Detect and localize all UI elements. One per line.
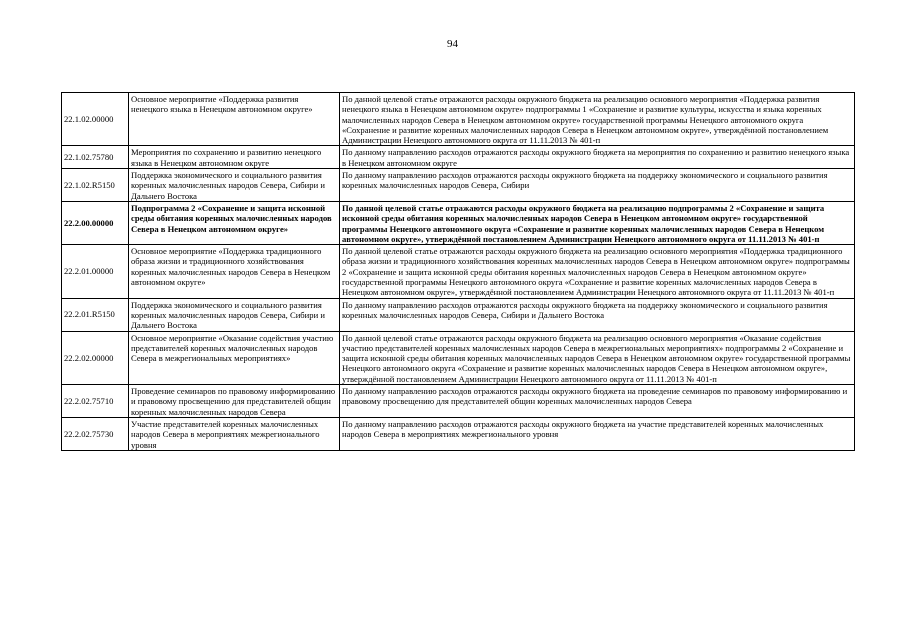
article-name: Участие представителей коренных малочисленных народов Севера в мероприятиях межрегионального уровня bbox=[129, 417, 340, 450]
article-description: По данной целевой статье отражаются расходы окружного бюджета на реализацию подпрограммы 2 «Сохранение и защита исконной среды обитания коренных малочисленных народов Севера в Ненецком автономном округе» государственной программы Ненецкого автономного округа «Сохранение и развитие коренных малочисленных народов Севера в Ненецком автономном округе», утверждённой постановлением Администрации Ненецкого автономного округа от 11.11.2013 № 401-п bbox=[340, 201, 855, 244]
table-row bbox=[62, 331, 855, 384]
table-row bbox=[62, 146, 855, 169]
target-article-code: 22.2.01.R5150 bbox=[62, 298, 129, 331]
article-description: По данной целевой статье отражаются расходы окружного бюджета на реализацию основного мероприятия «Поддержка развития ненецкого языка в Ненецком автономном округе» подпрограммы 1 «Сохранение и развитие культуры, искусства и языка коренных малочисленных народов Севера в Ненецком автономном округе» государственной программы Ненецкого автономного округа «Сохранение и развитие коренных малочисленных народов Севера в Ненецком автономном округе», утверждённой постановлением Администрации Ненецкого автономного округа от 11.11.2013 № 401-п bbox=[340, 93, 855, 146]
article-name: Основное мероприятие «Поддержка традиционного образа жизни и традиционного хозяйствования коренных малочисленных народов Севера в Ненецком автономном округе» bbox=[129, 245, 340, 298]
article-description: По данному направлению расходов отражаются расходы окружного бюджета на мероприятия по сохранению и развитию ненецкого языка в Ненецком автономном округе bbox=[340, 146, 855, 169]
table-row bbox=[62, 245, 855, 298]
article-description: По данному направлению расходов отражаются расходы окружного бюджета на поддержку экономического и социального развития коренных малочисленных народов Севера, Сибири и Дальнего Востока bbox=[340, 298, 855, 331]
article-description: По данному направлению расходов отражаются расходы окружного бюджета на участие представителей коренных малочисленных народов Севера в мероприятиях межрегионального уровня bbox=[340, 417, 855, 450]
article-name: Поддержка экономического и социального развития коренных малочисленных народов Севера, Сибири и Дальнего Востока bbox=[129, 169, 340, 202]
page-number: 94 bbox=[447, 38, 458, 50]
table-row bbox=[62, 417, 855, 450]
article-name: Мероприятия по сохранению и развитию ненецкого языка в Ненецком автономном округе bbox=[129, 146, 340, 169]
target-article-code: 22.1.02.00000 bbox=[62, 93, 129, 146]
article-name: Проведение семинаров по правовому информированию и правовому просвещению для представителей общин коренных малочисленных народов Севера bbox=[129, 385, 340, 418]
table-body bbox=[62, 93, 855, 451]
article-name: Поддержка экономического и социального развития коренных малочисленных народов Севера, Сибири и Дальнего Востока bbox=[129, 298, 340, 331]
article-name: Подпрограмма 2 «Сохранение и защита исконной среды обитания коренных малочисленных народов Севера в Ненецком автономном округе» bbox=[129, 201, 340, 244]
article-description: По данной целевой статье отражаются расходы окружного бюджета на реализацию основного мероприятия «Поддержка традиционного образа жизни и традиционного хозяйствования коренных малочисленных народов Севера в Ненецком автономном округе» подпрограммы 2 «Сохранение и защита исконной среды обитания коренных малочисленных народов Севера в Ненецком автономном округе» государственной программы Ненецкого автономного округа «Сохранение и развитие коренных малочисленных народов Севера в Ненецком автономном округе», утверждённой постановлением Администрации Ненецкого автономного округа от 11.11.2013 № 401-п bbox=[340, 245, 855, 298]
target-article-code: 22.2.02.00000 bbox=[62, 331, 129, 384]
table-row bbox=[62, 385, 855, 418]
budget-classification-table bbox=[61, 92, 855, 451]
article-description: По данному направлению расходов отражаются расходы окружного бюджета на поддержку экономического и социального развития коренных малочисленных народов Севера, Сибири bbox=[340, 169, 855, 202]
article-description: По данному направлению расходов отражаются расходы окружного бюджета на проведение семинаров по правовому информированию и правовому просвещению для представителей общин коренных малочисленных народов Севера bbox=[340, 385, 855, 418]
table-row bbox=[62, 298, 855, 331]
target-article-code: 22.1.02.R5150 bbox=[62, 169, 129, 202]
target-article-code: 22.1.02.75780 bbox=[62, 146, 129, 169]
target-article-code: 22.2.02.75730 bbox=[62, 417, 129, 450]
target-article-code: 22.2.02.75710 bbox=[62, 385, 129, 418]
table-row bbox=[62, 169, 855, 202]
article-description: По данной целевой статье отражаются расходы окружного бюджета на реализацию основного мероприятия «Оказание содействия участию представителей коренных малочисленных народов Севера в межрегиональных мероприятиях» подпрограммы 2 «Сохранение и защита исконной среды обитания коренных малочисленных народов Севера в Ненецком автономном округе» государственной программы Ненецкого автономного округа «Сохранение и развитие коренных малочисленных народов Севера в Ненецком автономном округе», утверждённой постановлением Администрации Ненецкого автономного округа от 11.11.2013 № 401-п bbox=[340, 331, 855, 384]
table-row bbox=[62, 93, 855, 146]
target-article-code: 22.2.00.00000 bbox=[62, 201, 129, 244]
table-row-subprogram bbox=[62, 201, 855, 244]
article-name: Основное мероприятие «Поддержка развития ненецкого языка в Ненецком автономном округе» bbox=[129, 93, 340, 146]
target-article-code: 22.2.01.00000 bbox=[62, 245, 129, 298]
article-name: Основное мероприятие «Оказание содействия участию представителей коренных малочисленных народов Севера в межрегиональных мероприятиях» bbox=[129, 331, 340, 384]
